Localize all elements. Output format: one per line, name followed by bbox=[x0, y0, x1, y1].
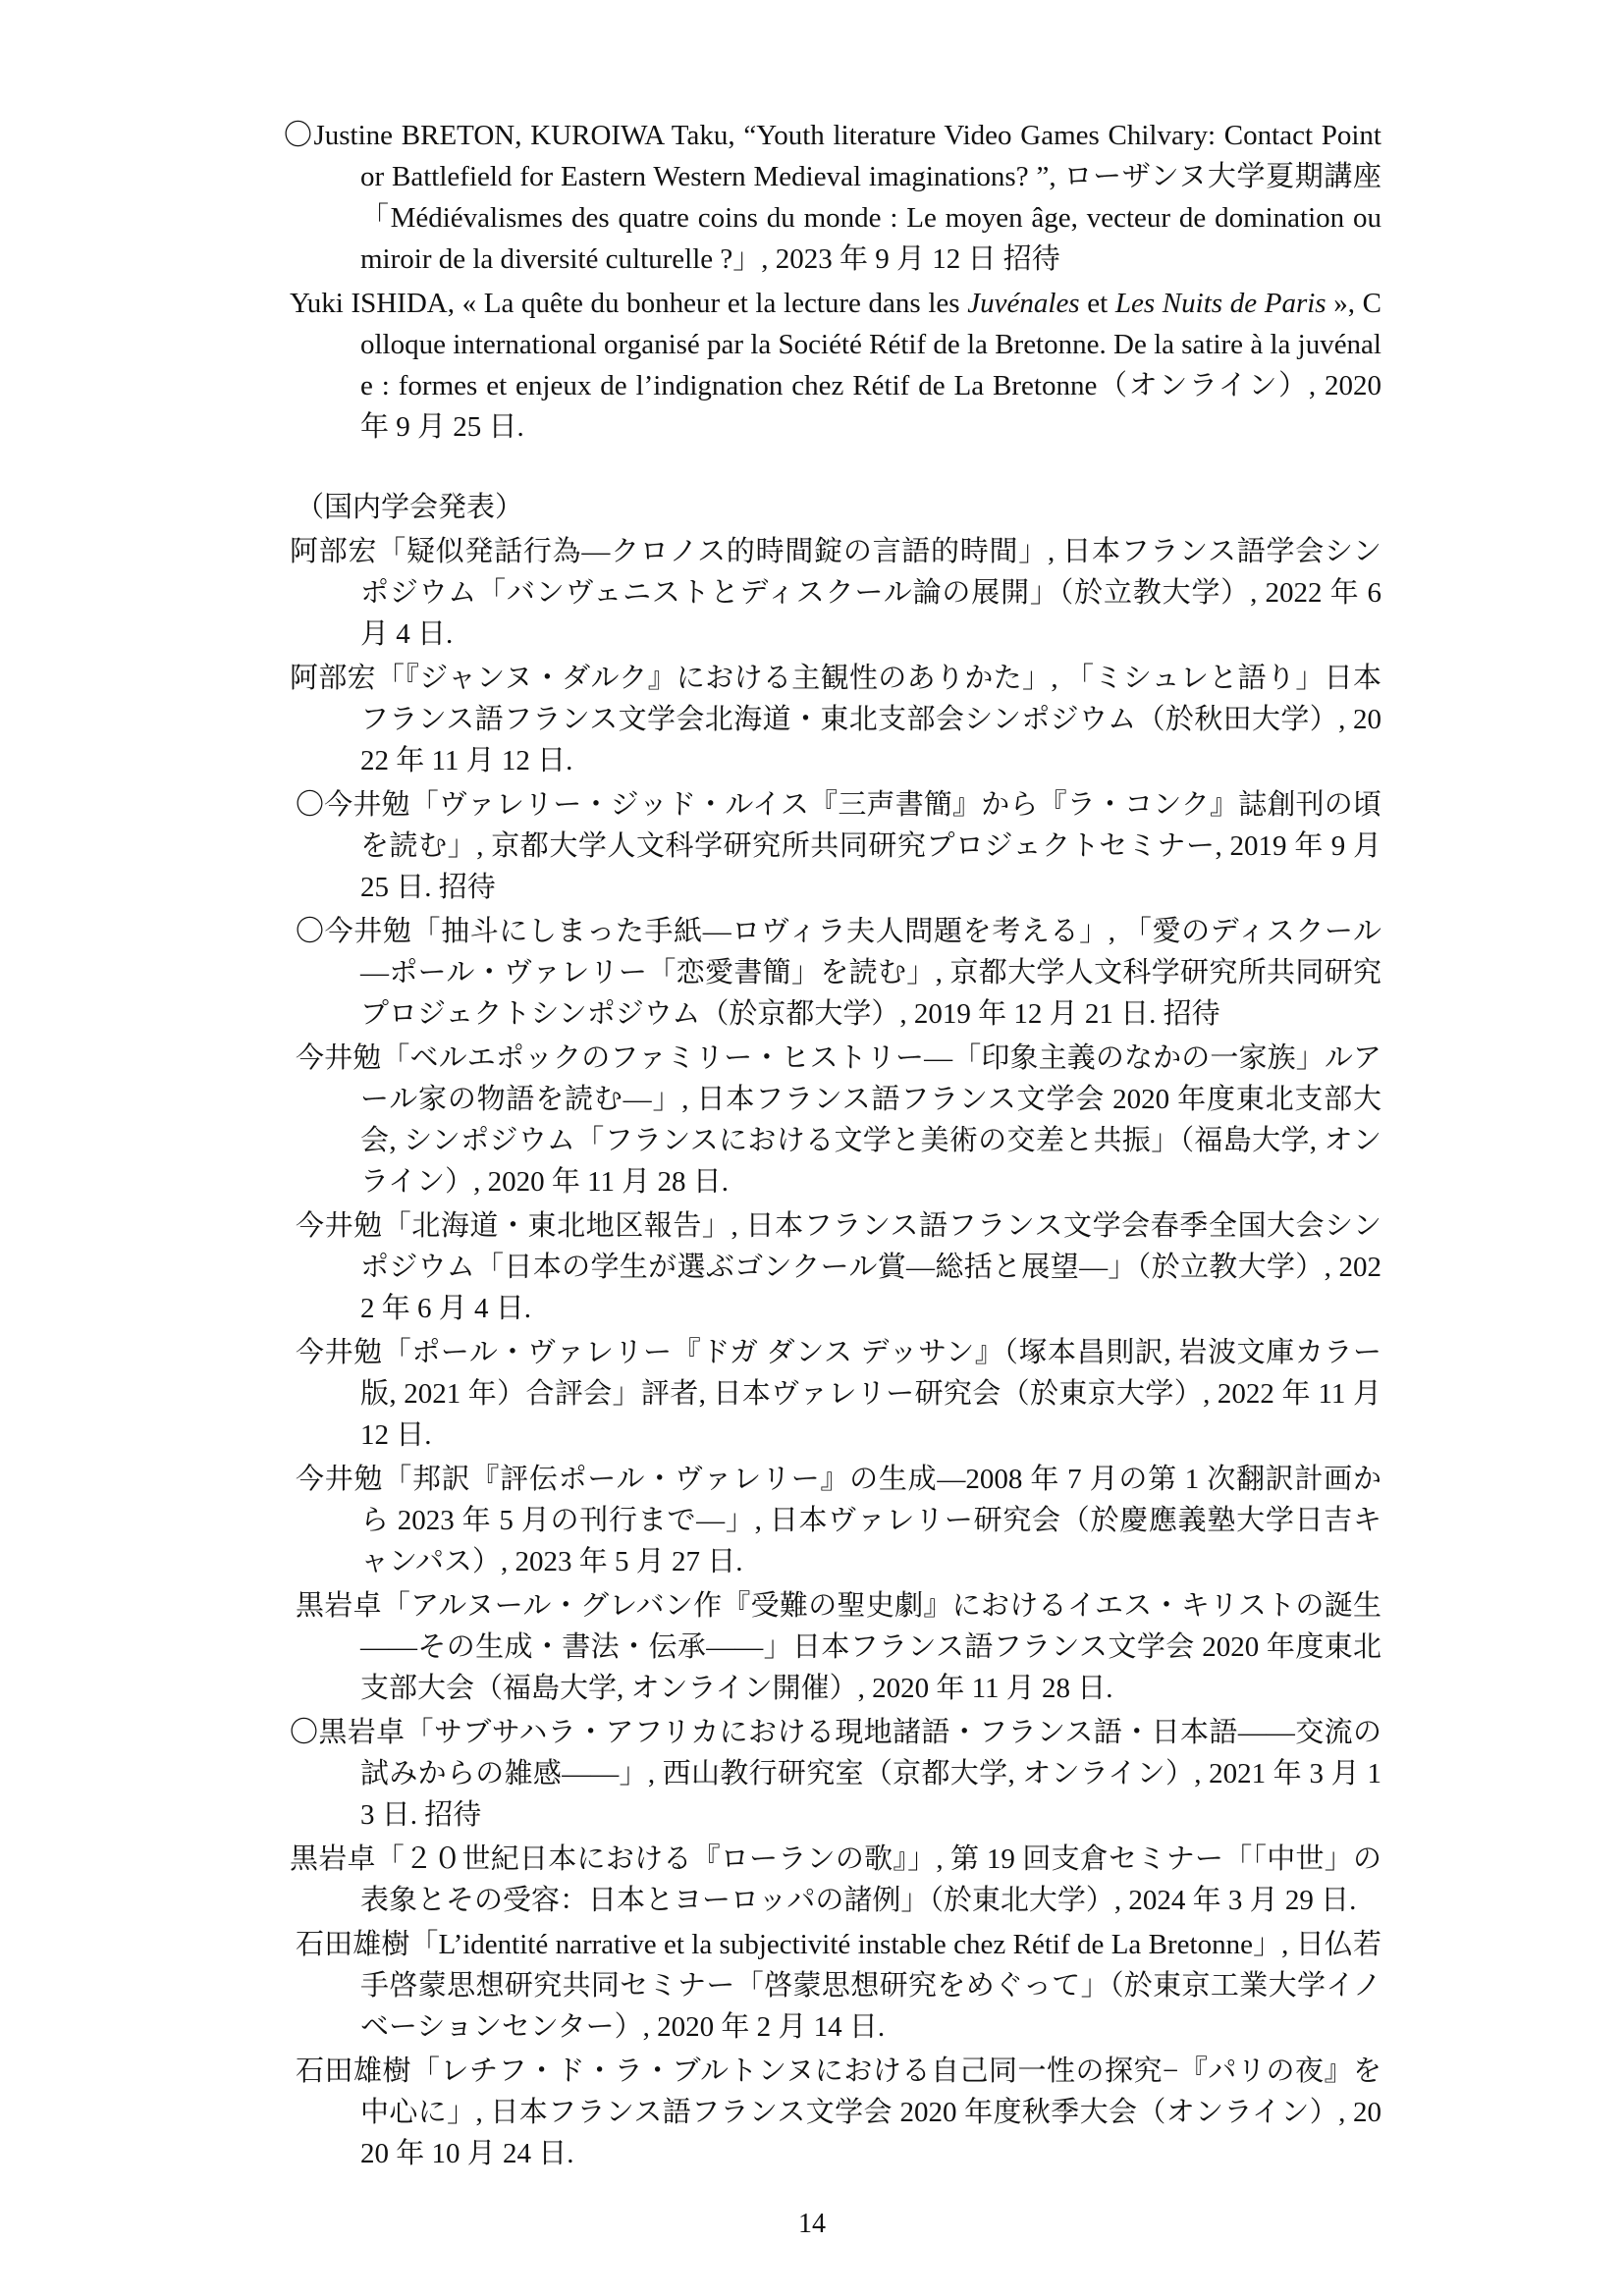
entry-text: », Colloque international organisé par la Société Rétif de la Bretonne. De la satire à la juvénale : formes et enjeux de l’indignation chez Rétif de La Bretonne（オンライン）, 2020 年 9 月 25 日. bbox=[360, 288, 1382, 443]
domestic-entry: 黒岩卓「２０世紀日本における『ローランの歌』」, 第 19 回支倉セミナー「「中世」の表象とその受容：日本とヨーロッパの諸例」（於東北大学）, 2024 年 3 月 29 日. bbox=[290, 1843, 1381, 1916]
page-number: 14 bbox=[798, 2209, 826, 2239]
domestic-entry: 石田雄樹「L’identité narrative et la subjectivité instable chez Rétif de La Bretonne」, 日仏若手啓蒙思想研究共同セミナー「啓蒙思想研究をめぐって」（於東京工業大学イノベーションセンター）, 2020 年 2 月 14 日. bbox=[296, 1929, 1381, 2043]
work-title: Juvénales bbox=[967, 288, 1080, 319]
domestic-entry: 〇黒岩卓「サブサハラ・アフリカにおける現地諸語・フランス語・日本語――交流の試みからの雑感――」, 西山教行研究室（京都大学, オンライン）, 2021 年 3 月 13 日. 招待 bbox=[290, 1717, 1381, 1831]
domestic-entry: 今井勉「北海道・東北地区報告」, 日本フランス語フランス文学会春季全国大会シンポジウム「日本の学生が選ぶゴンクール賞―総括と展望―」（於立教大学）, 2022 年 6 月 4 日. bbox=[296, 1210, 1381, 1324]
domestic-entry: 〇今井勉「抽斗にしまった手紙―ロヴィラ夫人問題を考える」, 「愛のディスクール―ポール・ヴァレリー「恋愛書簡」を読む」, 京都大学人文科学研究所共同研究プロジェクトシンポジウム（於京都大学）, 2019 年 12 月 21 日. 招待 bbox=[296, 916, 1381, 1030]
publication-list bbox=[284, 115, 1381, 2177]
intl-entry-ishida bbox=[284, 283, 1381, 448]
domestic-entry: 阿部宏「疑似発話行為―クロノス的時間錠の言語的時間」, 日本フランス語学会シンポジウム「バンヴェニストとディスクール論の展開」（於立教大学）, 2022 年 6 月 4 日. bbox=[290, 536, 1381, 650]
intl-entry-breton: 〇Justine BRETON, KUROIWA Taku, “Youth literature Video Games Chilvary: Contact Point or Battlefield for Eastern Western Medieval imaginations? ”, ローザンヌ大学夏期講座「Médiévalismes des quatre coins du monde : Le moyen âge, vecteur de domination ou miroir de la diversité culturelle ?」, 2023 年 9 月 12 日 招待 bbox=[284, 120, 1381, 275]
entry-text: Yuki ISHIDA, « La quête du bonheur et la lecture dans les bbox=[290, 288, 968, 319]
domestic-entry: 石田雄樹「レチフ・ド・ラ・ブルトンヌにおける自己同一性の探究−『パリの夜』を中心に」, 日本フランス語フランス文学会 2020 年度秋季大会（オンライン）, 2020 年 10 月 24 日. bbox=[296, 2056, 1381, 2169]
domestic-entry: 今井勉「ポール・ヴァレリー『ドガ ダンス デッサン』（塚本昌則訳, 岩波文庫カラー版, 2021 年）合評会」評者, 日本ヴァレリー研究会（於東京大学）, 2022 年 11 月 12 日. bbox=[296, 1337, 1381, 1451]
section-heading-domestic: （国内学会発表） bbox=[296, 492, 524, 523]
domestic-entry: 〇今井勉「ヴァレリー・ジッド・ルイス『三声書簡』から『ラ・コンク』誌創刊の頃を読む」, 京都大学人文科学研究所共同研究プロジェクトセミナー, 2019 年 9 月 25 日. 招待 bbox=[296, 789, 1381, 903]
domestic-entry: 黒岩卓「アルヌール・グレバン作『受難の聖史劇』におけるイエス・キリストの誕生――その生成・書法・伝承――」日本フランス語フランス文学会 2020 年度東北支部大会（福島大学, オンライン開催）, 2020 年 11 月 28 日. bbox=[296, 1590, 1381, 1704]
work-title: Les Nuits de Paris bbox=[1114, 288, 1326, 319]
domestic-entry: 今井勉「邦訳『評伝ポール・ヴァレリー』の生成―2008 年 7 月の第 1 次翻訳計画から 2023 年 5 月の刊行まで―」, 日本ヴァレリー研究会（於慶應義塾大学日吉キャンパス）, 2023 年 5 月 27 日. bbox=[296, 1464, 1381, 1577]
domestic-entry: 阿部宏「『ジャンヌ・ダルク』における主観性のありかた」, 「ミシュレと語り」日本フランス語フランス文学会北海道・東北支部会シンポジウム（於秋田大学）, 2022 年 11 月 12 日. bbox=[290, 663, 1381, 776]
domestic-entry: 今井勉「ベルエポックのファミリー・ヒストリー―「印象主義のなかの一家族」ルアール家の物語を読む―」, 日本フランス語フランス文学会 2020 年度東北支部大会, シンポジウム「フランスにおける文学と美術の交差と共振」（福島大学, オンライン）, 2020 年 11 月 28 日. bbox=[296, 1042, 1381, 1198]
entry-text: et bbox=[1079, 288, 1115, 319]
